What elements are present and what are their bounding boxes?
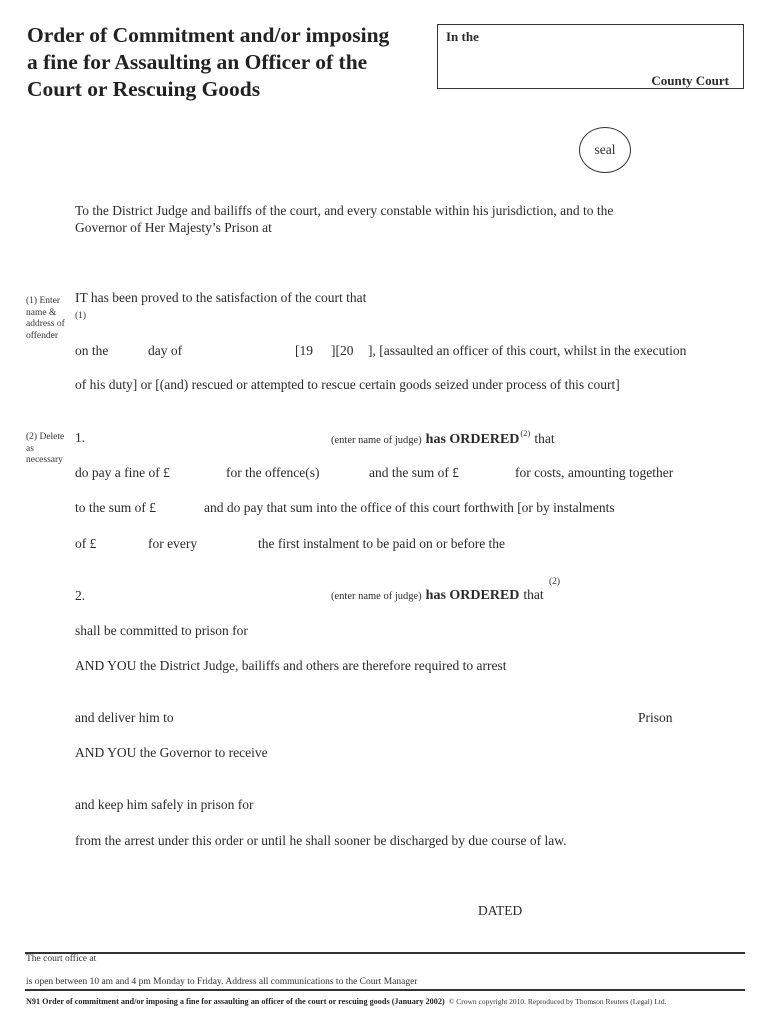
order-1-judge-line [331,428,555,448]
offence-label: for the offence(s) [226,465,320,480]
from-arrest-label: from the arrest under this order or until he shall sooner be discharged by due course of law. [75,833,567,848]
margin-note-2: (2) Delete as necessary [26,432,65,465]
for-every-label: for every [148,536,198,551]
in-the-label: In the [446,29,479,44]
seal-label: seal [594,142,616,157]
order-2-ref: (2) [549,577,561,587]
office-hours: is open between 10 am and 4 pm Monday to Friday. Address all communications to the Court Manager [26,977,418,987]
keep-label: and keep him safely in prison for [75,797,254,812]
that-label: that [534,431,555,446]
judge-hint: (enter name of judge) [331,435,422,446]
seal-circle [579,127,631,173]
rescue-text: of his duty] or [(and) rescued or attempted to rescue certain goods seized under process of this court] [75,377,620,392]
that-label: that [523,587,544,602]
arrest-label: AND YOU the District Judge, bailiffs and others are therefore required to arrest [75,658,507,673]
form-reference-line [26,991,667,1009]
dated-label: DATED [478,903,523,918]
year-20-label: ][20 [331,343,354,358]
on-the-label: on the [75,343,109,358]
first-instalment-label: the first instalment to be paid on or before the [258,536,506,551]
prison-label: Prison [638,710,673,725]
to-sum-label: to the sum of £ [75,500,156,515]
of-pound-label: of £ [75,536,97,551]
title-line-2: a fine for Assaulting an Officer of the [27,50,368,74]
governor-label: AND YOU the Governor to receive [75,745,268,760]
address-line-1: To the District Judge and bailiffs of the court, and every constable within his jurisdiction, and to the [75,203,614,218]
form-reference: N91 Order of commitment and/or imposing a fine for assaulting an officer of the court or rescuing goods (January 2002) [26,997,445,1006]
county-court-label: County Court [651,73,729,88]
committed-label: shall be committed to prison for [75,623,248,638]
ref-2: (2) [520,428,531,438]
title-line-3: Court or Rescuing Goods [27,77,261,101]
assault-text: ], [assaulted an officer of this court, whilst in the execution [368,343,687,358]
proved-statement: IT has been proved to the satisfaction of the court that [75,290,367,305]
footer-top-rule [25,952,745,954]
year-19-label: [19 [295,343,313,358]
offender-ref: (1) [75,311,87,321]
deliver-label: and deliver him to [75,710,174,725]
court-name-box[interactable] [437,24,744,89]
has-ordered: has ORDERED [425,432,520,447]
court-office-label: The court office at [26,954,97,964]
order-2-number: 2. [75,588,86,603]
judge-hint: (enter name of judge) [331,591,422,602]
costs-label: for costs, amounting together [515,465,674,480]
day-of-label: day of [148,343,183,358]
order-1-number: 1. [75,430,86,445]
order-2-judge-line [331,586,544,604]
form-title [27,22,437,103]
title-line-1: Order of Commitment and/or imposing [27,23,390,47]
fine-label: do pay a fine of £ [75,465,170,480]
pay-office-label: and do pay that sum into the office of this court forthwith [or by instalments [204,500,615,515]
copyright: © Crown copyright 2010. Reproduced by Thomson Reuters (Legal) Ltd. [448,997,667,1006]
margin-note-1: (1) Enter name & address of offender [26,296,65,341]
sum-of-label: and the sum of £ [369,465,459,480]
address-line-2: Governor of Her Majesty’s Prison at [75,220,272,235]
has-ordered: has ORDERED [425,588,520,603]
